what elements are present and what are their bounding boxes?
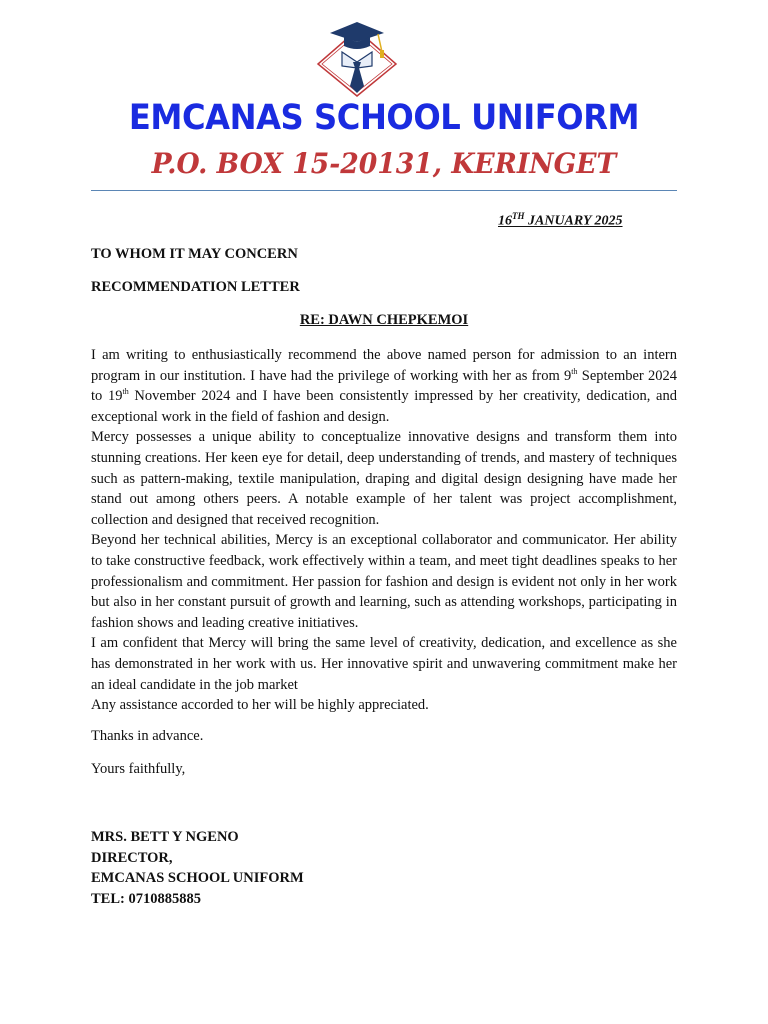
school-name: EMCANAS SCHOOL UNIFORM [128,98,640,138]
school-logo [312,18,402,98]
date-rest: JANUARY 2025 [524,213,623,229]
paragraph-1: I am writing to enthusiastically recommend the above named person for admission to an intern program in our institution. I have had the privilege of working with her as from 9th September 2024 to 19th November 2024 and I have been consistently impressed by her creativity, dedication, and exceptional work in the field of fashion and design. [91,347,677,425]
signatory-name: MRS. BETT Y NGENO [91,829,239,845]
paragraph-2: Mercy possesses a unique ability to conceptualize innovative designs and transform them into stunning creations. Her keen eye for detail, deep understanding of trends, and mastery of techniques such as pattern-making, textile manipulation, draping and digital design designing have made her stand out among others peers. A notable example of her talent was project accomplishment, collection and designed that received recognition. [91,429,677,528]
closing-thanks: Thanks in advance. [91,728,204,744]
salutation: TO WHOM IT MAY CONCERN [91,246,298,262]
letter-body [91,345,677,716]
signatory-telephone: TEL: 0710885885 [91,890,201,907]
paragraph-4: I am confident that Mercy will bring the same level of creativity, dedication, and excellence as she has demonstrated in her work with us. Her innovative spirit and unwavering commitment make her an ideal candidate in the job market [91,635,677,693]
signatory-title: DIRECTOR, [91,849,173,866]
signature-block [91,827,304,909]
re-line [0,312,768,329]
letter-date [498,211,623,230]
date-day: 16 [498,213,512,229]
paragraph-3: Beyond her technical abilities, Mercy is an exceptional collaborator and communicator. Her ability to take constructive feedback, work effectively within a team, and meet tight deadlines speaks to her professionalism and commitment. Her passion for fashion and design is evident not only in her work but also in her constant pursuit of growth and learning, such as attending workshops, participating in fashion shows and leading creative initiatives. [91,532,677,631]
letter-subject: RECOMMENDATION LETTER [91,279,300,295]
date-suffix: TH [512,211,525,221]
signatory-organization: EMCANAS SCHOOL UNIFORM [91,870,304,887]
school-address: P.O. BOX 15-20131, KERINGET [151,147,617,180]
header-divider [91,190,677,191]
re-line-text: RE: DAWN CHEPKEMOI [299,312,469,328]
paragraph-5: Any assistance accorded to her will be highly appreciated. [91,697,429,714]
closing-sign-off: Yours faithfully, [91,761,186,777]
graduation-cap-tie-logo-icon [312,18,402,98]
